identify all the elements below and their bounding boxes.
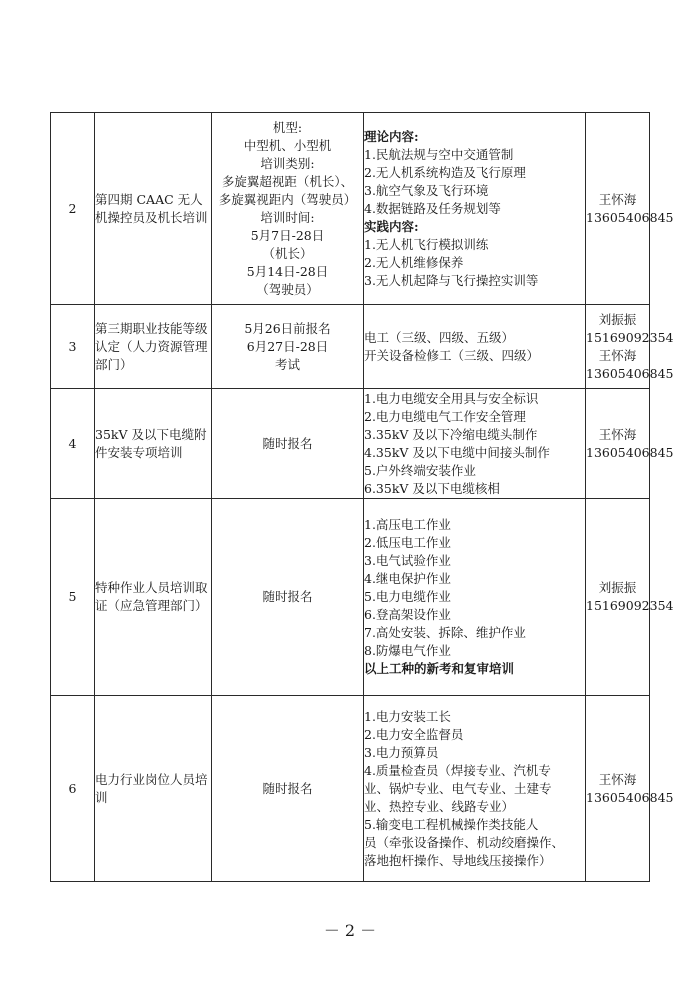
content-item: 1.电力安装工长 xyxy=(364,708,451,724)
row-number: 3 xyxy=(51,305,95,389)
schedule-line: 考试 xyxy=(274,356,300,372)
content-item: 2.低压电工作业 xyxy=(364,535,451,550)
training-content-cell xyxy=(364,389,586,499)
row-number: 2 xyxy=(51,113,95,305)
contact-cell xyxy=(586,305,674,389)
schedule-line: 培训时间: xyxy=(260,209,315,225)
content-item: 电工（三级、四级、五级） xyxy=(364,329,515,345)
schedule-line: 随时报名 xyxy=(262,780,313,796)
content-item: 1.无人机飞行模拟训练 xyxy=(364,236,489,252)
schedule-line: 随时报名 xyxy=(262,589,313,604)
schedule-cell xyxy=(212,696,364,882)
contact-phone: 15169092354 xyxy=(586,598,674,613)
content-item: 8.防爆电气作业 xyxy=(364,643,451,658)
content-heading: 实践内容: xyxy=(364,218,419,234)
page-number: － 2 － xyxy=(323,921,377,940)
content-item: 3.电气试验作业 xyxy=(364,553,451,568)
content-item: 开关设备检修工（三级、四级） xyxy=(364,347,540,363)
table-row xyxy=(51,305,650,389)
content-item: 2.无人机系统构造及飞行原理 xyxy=(364,164,526,180)
content-item: 1.电力电缆安全用具与安全标识 xyxy=(364,390,539,406)
table-row xyxy=(51,696,650,882)
content-item: 6.登高架设作业 xyxy=(364,607,451,622)
contact-name: 王怀海 xyxy=(598,191,637,207)
content-item: 员（牵张设备操作、机动绞磨操作、 xyxy=(364,834,565,850)
row-number: 5 xyxy=(51,499,95,696)
schedule-line: 培训类别: xyxy=(260,155,315,171)
content-item: 5.输变电工程机械操作类技能人 xyxy=(364,816,539,832)
schedule-line: （驾驶员） xyxy=(256,281,319,297)
schedule-cell xyxy=(212,113,364,305)
schedule-line: 5月7日-28日 xyxy=(250,227,325,243)
content-item: 2.电力电缆电气工作安全管理 xyxy=(364,408,526,424)
row-number: 6 xyxy=(51,696,95,882)
table-row xyxy=(51,113,650,305)
content-item: 3.无人机起降与飞行操控实训等 xyxy=(364,272,539,288)
content-item: 5.电力电缆作业 xyxy=(364,589,451,604)
course-name: 第四期 CAAC 无人机操控员及机长培训 xyxy=(95,113,212,305)
content-item: 5.户外终端安装作业 xyxy=(364,462,476,478)
content-item: 2.无人机维修保养 xyxy=(364,254,464,270)
training-schedule-table xyxy=(50,112,674,882)
content-heading: 以上工种的新考和复审培训 xyxy=(364,661,515,676)
course-name: 电力行业岗位人员培训 xyxy=(95,696,212,882)
contact-phone: 13605406845 xyxy=(586,365,674,381)
content-item: 4.继电保护作业 xyxy=(364,571,451,586)
contact-phone: 13605406845 xyxy=(586,444,674,460)
content-item: 3.35kV 及以下冷缩电缆头制作 xyxy=(364,426,538,442)
content-item: 1.高压电工作业 xyxy=(364,517,451,532)
contact-cell xyxy=(586,696,674,882)
schedule-cell xyxy=(212,305,364,389)
content-item: 1.民航法规与空中交通管制 xyxy=(364,146,514,162)
content-item: 业、热控专业、线路专业） xyxy=(364,798,515,814)
training-content-cell xyxy=(364,696,586,882)
contact-phone: 13605406845 xyxy=(586,209,674,225)
content-item: 业、锅炉专业、电气专业、土建专 xyxy=(364,780,552,796)
contact-phone: 15169092354 xyxy=(586,329,674,345)
content-item: 3.电力预算员 xyxy=(364,744,439,760)
contact-cell xyxy=(586,389,674,499)
course-name: 35kV 及以下电缆附件安装专项培训 xyxy=(95,389,212,499)
content-item: 落地抱杆操作、导地线压接操作） xyxy=(364,852,552,868)
contact-phone: 13605406845 xyxy=(586,789,674,805)
schedule-cell xyxy=(212,389,364,499)
schedule-line: 5月14日-28日 xyxy=(246,263,329,279)
content-item: 6.35kV 及以下电缆核相 xyxy=(364,480,500,496)
schedule-line: 多旋翼视距内（驾驶员） xyxy=(218,191,357,207)
training-content-cell xyxy=(364,113,586,305)
schedule-line: 多旋翼超视距（机长）、 xyxy=(221,173,354,189)
contact-cell xyxy=(586,113,674,305)
schedule-line: 5月26日前报名 xyxy=(244,320,331,336)
contact-name: 刘振振 xyxy=(598,311,637,327)
content-heading: 理论内容: xyxy=(364,128,419,144)
training-content-cell xyxy=(364,499,586,696)
contact-name: 王怀海 xyxy=(598,771,637,787)
schedule-line: 随时报名 xyxy=(262,435,313,451)
contact-cell xyxy=(586,499,674,696)
content-item: 2.电力安全监督员 xyxy=(364,726,464,742)
content-item: 7.高处安装、拆除、维护作业 xyxy=(364,625,526,640)
course-name: 特种作业人员培训取证（应急管理部门） xyxy=(95,499,212,696)
table-row xyxy=(51,499,650,696)
content-item: 4.35kV 及以下电缆中间接头制作 xyxy=(364,444,550,460)
schedule-cell xyxy=(212,499,364,696)
table-row xyxy=(51,389,650,499)
course-name: 第三期职业技能等级认定（人力资源管理部门） xyxy=(95,305,212,389)
contact-name: 刘振振 xyxy=(598,580,637,595)
row-number: 4 xyxy=(51,389,95,499)
schedule-line: 中型机、小型机 xyxy=(243,137,332,153)
schedule-line: 机型: xyxy=(272,119,303,135)
content-item: 4.数据链路及任务规划等 xyxy=(364,200,501,216)
schedule-line: （机长） xyxy=(262,245,313,261)
schedule-line: 6月27日-28日 xyxy=(246,338,329,354)
content-item: 4.质量检查员（焊接专业、汽机专 xyxy=(364,762,551,778)
content-item: 3.航空气象及飞行环境 xyxy=(364,182,489,198)
training-content-cell xyxy=(364,305,586,389)
contact-name: 王怀海 xyxy=(598,347,637,363)
contact-name: 王怀海 xyxy=(598,426,637,442)
